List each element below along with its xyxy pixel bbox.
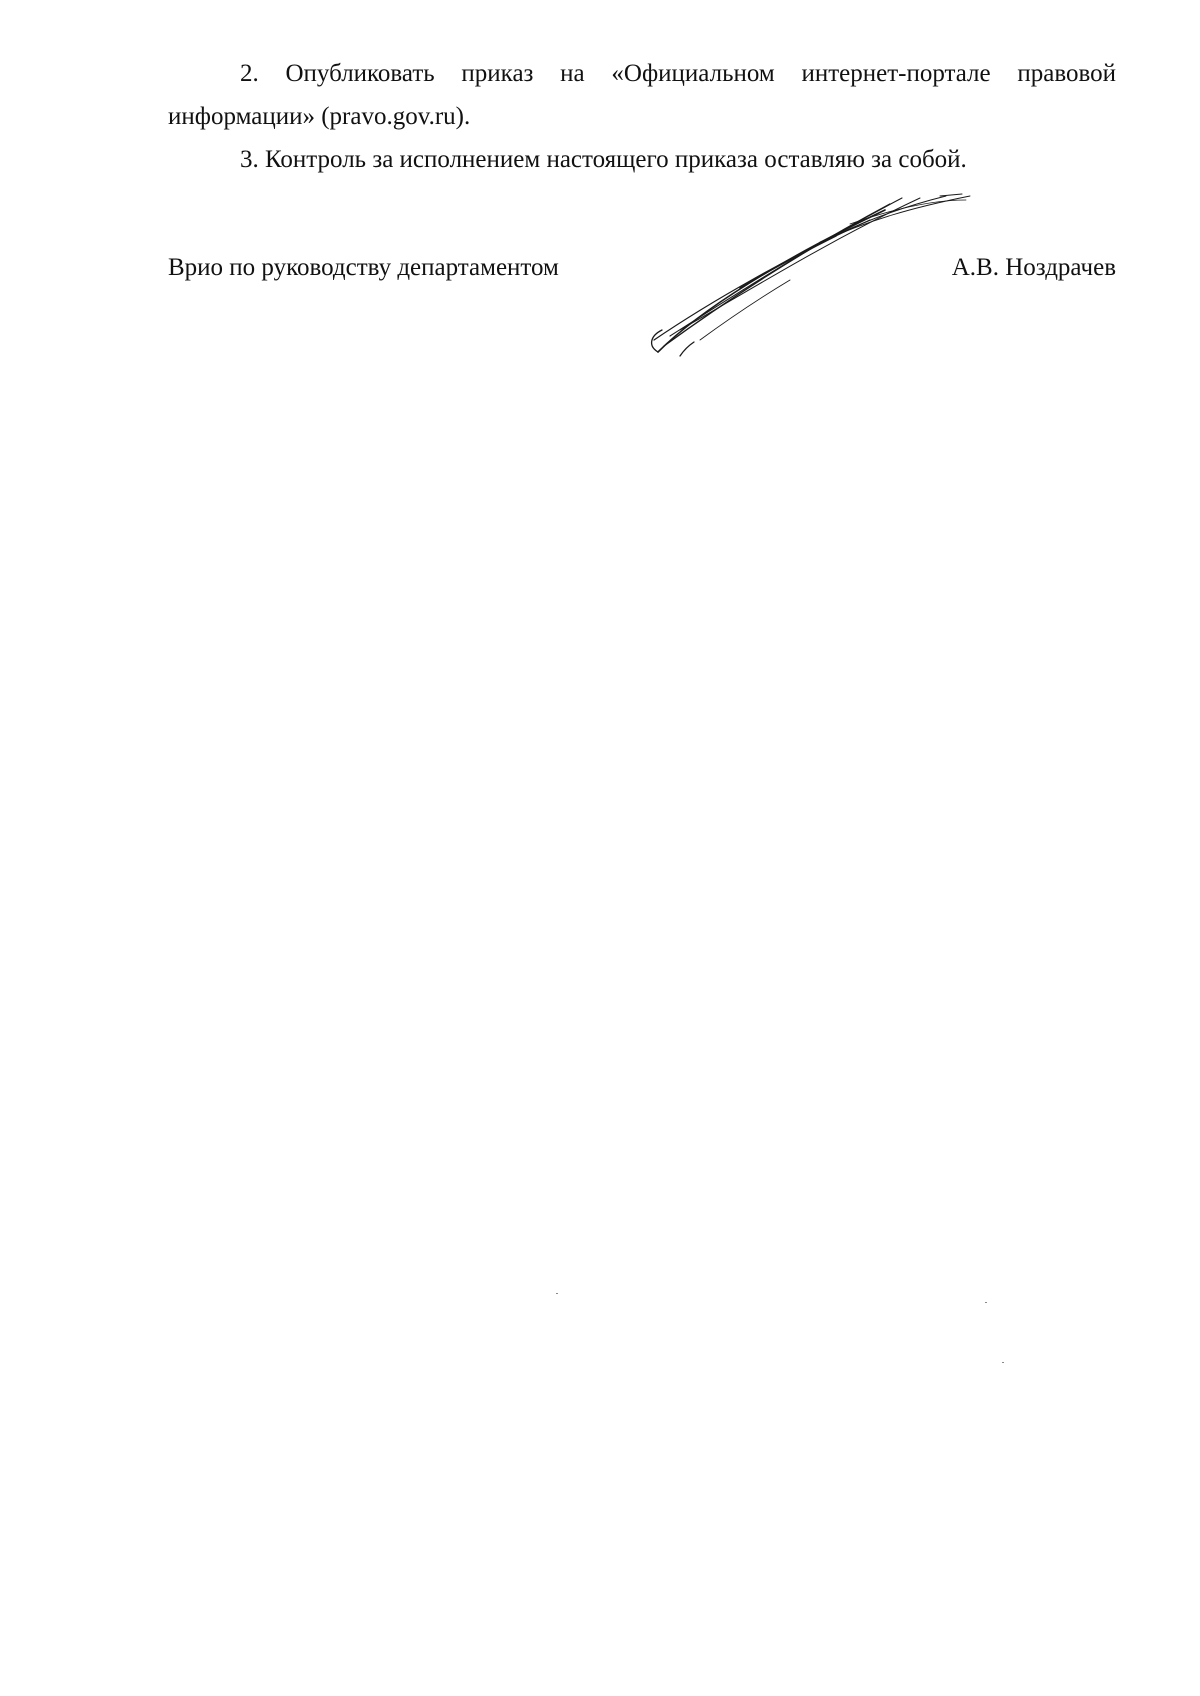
paragraph-publish-order: 2. Опубликовать приказ на «Официальном интернет-портале правовой информации» (pravo.gov.ru). [168,60,1116,130]
handwritten-signature [640,190,980,360]
scan-speck [1002,1362,1004,1363]
document-body [168,52,1116,181]
signatory-name: А.В. Ноздрачев [951,254,1116,281]
paragraph-control: 3. Контроль за исполнением настоящего приказа оставляю за собой. [240,146,967,173]
scan-speck [985,1302,987,1303]
signatory-position: Врио по руководству департаментом [168,254,559,281]
scan-speck [556,1293,558,1294]
